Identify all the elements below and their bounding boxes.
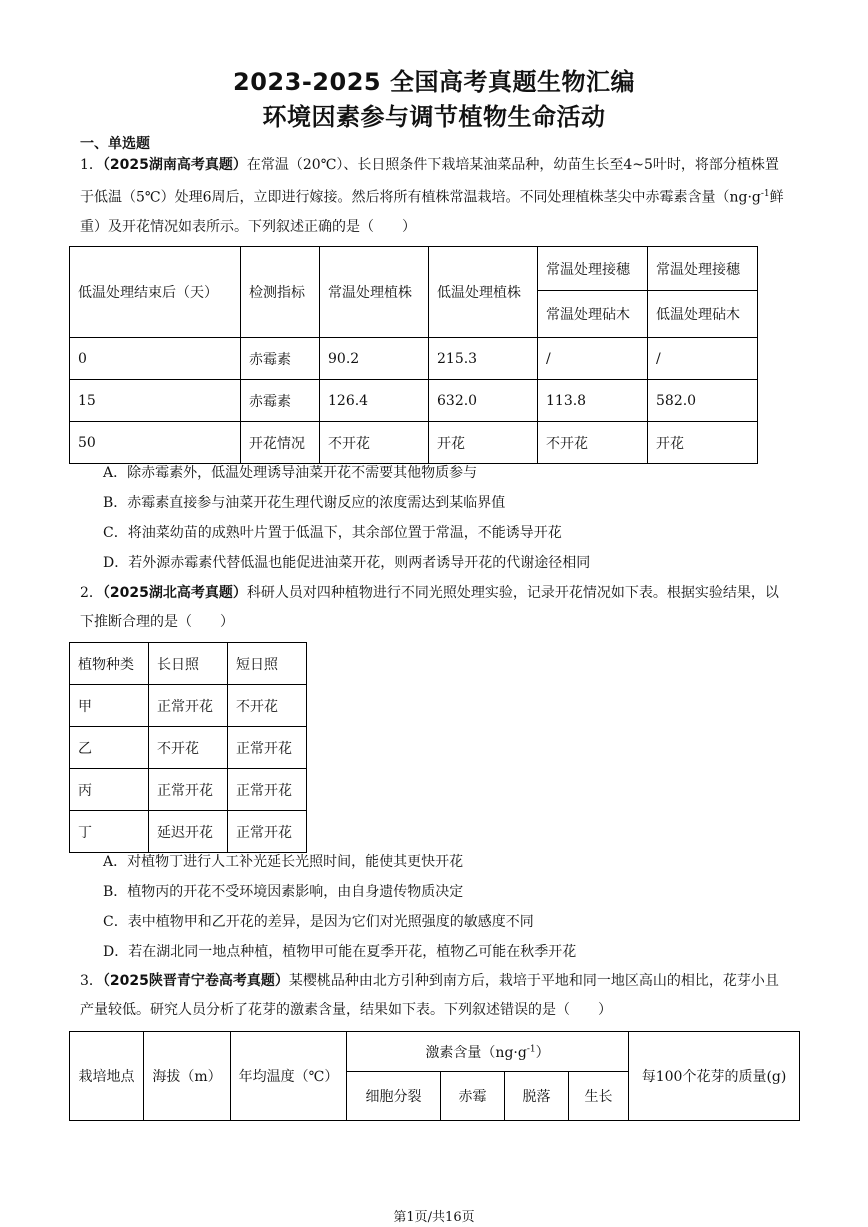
table-cell: 乙 xyxy=(70,727,149,769)
table3-header-hormone xyxy=(347,1032,629,1072)
table-cell: 582.0 xyxy=(648,380,758,422)
question-1-option-b: B．赤霉素直接参与油菜开花生理代谢反应的浓度需达到某临界值 xyxy=(103,495,506,511)
table-row xyxy=(70,769,307,811)
table-cell: 0 xyxy=(70,338,241,380)
table3-subheader-abscisic: 脱落 xyxy=(505,1072,569,1121)
table-row xyxy=(70,422,758,464)
table-cell: 正常开花 xyxy=(149,685,228,727)
table-cell: 丁 xyxy=(70,811,149,853)
table-cell: 50 xyxy=(70,422,241,464)
table-cell: 90.2 xyxy=(320,338,429,380)
table-cell: 赤霉素 xyxy=(241,380,320,422)
question-2-option-b: B．植物丙的开花不受环境因素影响，由自身遗传物质决定 xyxy=(103,884,464,900)
question-1-text-a: 在常温（20℃）、长日照条件下栽培某油菜品种，幼苗生长至4~5叶时，将部分植株置于低温（5℃）处理6周后，立即进行嫁接。然后将所有植株常温栽培。不同处理植株茎尖中赤霉素含量（ng·g xyxy=(80,157,779,206)
table1-header-indicator: 检测指标 xyxy=(241,247,320,338)
table1-header-lowtemp: 低温处理植株 xyxy=(429,247,538,338)
table-cell: 632.0 xyxy=(429,380,538,422)
table1-header-col6-bottom: 低温处理砧木 xyxy=(648,291,758,338)
table-cell: 不开花 xyxy=(228,685,307,727)
question-1-sup: -1 xyxy=(760,189,770,199)
table3-header-hormone-text: 激素含量（ng·g xyxy=(425,1044,527,1061)
table-cell: / xyxy=(538,338,648,380)
table-cell: 正常开花 xyxy=(228,811,307,853)
table3-header-hormone-sup: -1 xyxy=(526,1043,536,1054)
table-row xyxy=(70,685,307,727)
question-2-option-c: C．表中植物甲和乙开花的差异，是因为它们对光照强度的敏感度不同 xyxy=(103,914,534,930)
table-cell: 开花 xyxy=(429,422,538,464)
table1-header-col5-top: 常温处理接穗 xyxy=(538,247,648,291)
question-1-source: （2025湖南高考真题） xyxy=(102,157,247,173)
table-cell: 正常开花 xyxy=(228,727,307,769)
table2-header-shortday: 短日照 xyxy=(228,643,307,685)
table-cell: 215.3 xyxy=(429,338,538,380)
question-1-stem xyxy=(80,151,792,242)
question-1-table xyxy=(69,246,758,464)
page-title-line1: 2023-2025 全国高考真题生物汇编 xyxy=(233,68,635,96)
table3-header-bud-mass: 每100个花芽的质量(g) xyxy=(629,1032,800,1121)
table-cell: 正常开花 xyxy=(149,769,228,811)
page-footer: 第1页/共16页 xyxy=(393,1210,475,1225)
table-cell: 甲 xyxy=(70,685,149,727)
question-1-option-d: D．若外源赤霉素代替低温也能促进油菜开花，则两者诱导开花的代谢途径相同 xyxy=(103,555,591,571)
question-2-source: （2025湖北高考真题） xyxy=(102,585,247,601)
table-cell: 开花 xyxy=(648,422,758,464)
page-title-line2: 环境因素参与调节植物生命活动 xyxy=(262,103,606,131)
question-2-option-a: A．对植物丁进行人工补光延长光照时间，能使其更快开花 xyxy=(103,854,464,870)
table-cell: 不开花 xyxy=(320,422,429,464)
table1-header-col6-top: 常温处理接穗 xyxy=(648,247,758,291)
table1-header-normal: 常温处理植株 xyxy=(320,247,429,338)
table-row xyxy=(70,380,758,422)
question-1-text-b: 鲜重）及开花情况如表所示。下列叙述正确的是（ ） xyxy=(80,189,784,235)
question-3-stem xyxy=(80,967,792,1025)
table-row xyxy=(70,727,307,769)
table-cell: 15 xyxy=(70,380,241,422)
table-cell: 丙 xyxy=(70,769,149,811)
question-2-option-d: D．若在湖北同一地点种植，植物甲可能在夏季开花，植物乙可能在秋季开花 xyxy=(103,944,577,960)
question-2-table xyxy=(69,642,307,853)
table3-subheader-gibberellin: 赤霉 xyxy=(441,1072,505,1121)
table3-header-site: 栽培地点 xyxy=(70,1032,144,1121)
question-3-number: 3． xyxy=(80,973,103,989)
table-cell: 赤霉素 xyxy=(241,338,320,380)
table3-header-temperature: 年均温度（℃） xyxy=(231,1032,347,1121)
table-row xyxy=(70,338,758,380)
question-2-number: 2． xyxy=(80,585,103,601)
table-cell: 开花情况 xyxy=(241,422,320,464)
table1-header-days: 低温处理结束后（天） xyxy=(70,247,241,338)
section-heading: 一、单选题 xyxy=(80,136,150,152)
table1-header-col5-bottom: 常温处理砧木 xyxy=(538,291,648,338)
question-2-text: 科研人员对四种植物进行不同光照处理实验，记录开花情况如下表。根据实验结果，以下推断合理的是（ ） xyxy=(80,585,779,630)
question-3-text: 某樱桃品种由北方引种到南方后，栽培于平地和同一地区高山的相比，花芽小且产量较低。研究人员分析了花芽的激素含量，结果如下表。下列叙述错误的是（ ） xyxy=(80,973,779,1018)
question-2-stem xyxy=(80,579,792,637)
table2-header-longday: 长日照 xyxy=(149,643,228,685)
table-cell: 126.4 xyxy=(320,380,429,422)
table3-subheader-auxin: 生长 xyxy=(569,1072,629,1121)
table3-subheader-cytokinin: 细胞分裂 xyxy=(347,1072,441,1121)
question-1-number: 1． xyxy=(80,157,103,173)
table-row xyxy=(70,811,307,853)
question-1-option-c: C．将油菜幼苗的成熟叶片置于低温下，其余部位置于常温，不能诱导开花 xyxy=(103,525,562,541)
table-cell: 延迟开花 xyxy=(149,811,228,853)
table-header-row xyxy=(70,643,307,685)
table2-header-species: 植物种类 xyxy=(70,643,149,685)
table-cell: / xyxy=(648,338,758,380)
table-cell: 113.8 xyxy=(538,380,648,422)
question-3-source: （2025陕晋青宁卷高考真题） xyxy=(102,973,289,989)
table-cell: 正常开花 xyxy=(228,769,307,811)
table-cell: 不开花 xyxy=(149,727,228,769)
table3-header-hormone-end: ） xyxy=(535,1044,550,1061)
table3-header-altitude: 海拔（m） xyxy=(144,1032,231,1121)
table-cell: 不开花 xyxy=(538,422,648,464)
question-1-option-a: A．除赤霉素外，低温处理诱导油菜开花不需要其他物质参与 xyxy=(103,465,478,481)
question-3-table xyxy=(69,1031,800,1121)
